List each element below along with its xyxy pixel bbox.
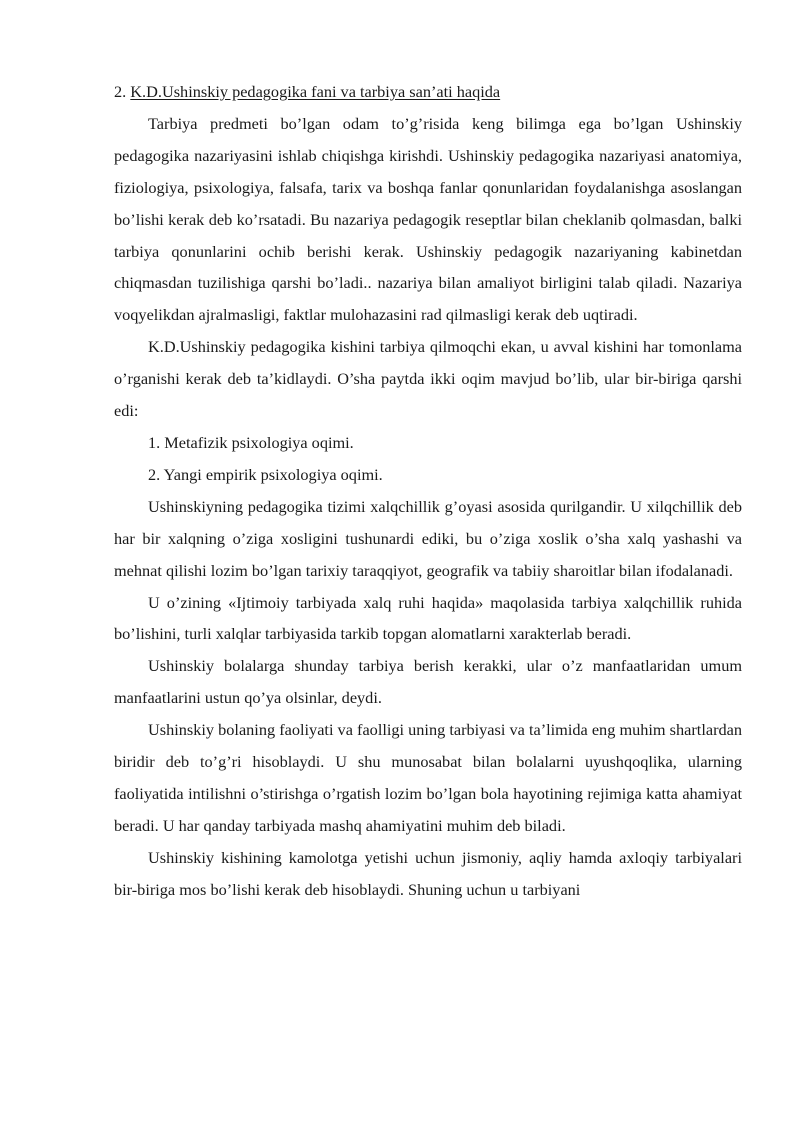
section-number: 2. [114, 82, 127, 101]
document-page [114, 76, 742, 906]
paragraph-6: Ushinskiy bolaning faoliyati va faolligi uning tarbiyasi va ta’limida eng muhim shartlardan biridir deb to’g’ri hisoblaydi. U shu munosabat bilan bolalarni uyushqoqlika, ularning faoliyatida intilishni o’stirishga o’rgatish lozim bo’lgan bola hayotining rejimiga katta ahamiyat beradi. U har qanday tarbiyada mashq ahamiyatini muhim deb biladi. [114, 720, 742, 835]
section-title: K.D.Ushinskiy pedagogika fani va tarbiya san’ati haqida [130, 82, 501, 101]
section-heading [114, 76, 742, 108]
paragraph-7: Ushinskiy kishining kamolotga yetishi uchun jismoniy, aqliy hamda axloqiy tarbiyalari bir-biriga mos bo’lishi kerak deb hisoblaydi. Shuning uchun u tarbiyani [114, 847, 742, 899]
paragraph-1: Tarbiya predmeti bo’lgan odam to’g’risida keng bilimga ega bo’lgan Ushinskiy pedagogika nazariyasini ishlab chiqishga kirishdi. Ushinskiy pedagogika nazariyasi anatomiya, fiziologiya, psixologiya, falsafa, tarix va boshqa fanlar qonunlaridan foydalanishga asoslangan bo’lishi kerak deb ko’rsatadi. Bu nazariya pedagogik reseptlar bilan cheklanib qolmasdan, balki tarbiya qonunlarini ochib berishi kerak. Ushinskiy pedagogik nazariyaning kabinetdan chiqmasdan tuzilishiga qarshi bo’ladi.. nazariya bilan amaliyot birligini talab qiladi. Nazariya voqyelikdan ajralmasligi, faktlar mulohazasini rad qilmasligi kerak deb uqtiradi. [114, 113, 742, 325]
paragraph-3: Ushinskiyning pedagogika tizimi xalqchillik g’oyasi asosida qurilgandir. U xilqchillik deb har bir xalqning o’ziga xosligini tushunardi ediki, bu o’ziga xoslik o’sha xalq yashashi va mehnat qilishi lozim bo’lgan tarixiy taraqqiyot, geografik va tabiiy sharoitlar bilan ifodalanadi. [114, 496, 742, 580]
paragraph-5: Ushinskiy bolalarga shunday tarbiya berish kerakki, ular o’z manfaatlaridan umum manfaatlarini ustun qo’ya olsinlar, deydi. [114, 656, 742, 708]
paragraph-2: K.D.Ushinskiy pedagogika kishini tarbiya qilmoqchi ekan, u avval kishini har tomonlama o’rganishi kerak deb ta’kidlaydi. O’sha paytda ikki oqim mavjud bo’lib, ular bir-biriga qarshi edi: [114, 337, 742, 421]
paragraph-4: U o’zining «Ijtimoiy tarbiyada xalq ruhi haqida» maqolasida tarbiya xalqchillik ruhida bo’lishini, turli xalqlar tarbiyasida tarkib topgan alomatlarni xarakterlab beradi. [114, 592, 742, 644]
list-item-2: 2. Yangi empirik psixologiya oqimi. [148, 464, 383, 484]
list-item-1: 1. Metafizik psixologiya oqimi. [148, 432, 354, 452]
